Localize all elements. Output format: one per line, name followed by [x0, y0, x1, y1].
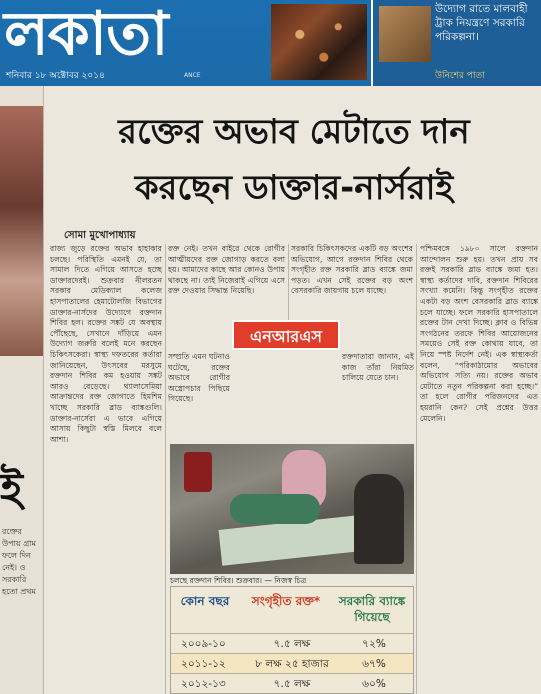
column-divider [416, 244, 417, 694]
strip-text: রক্তের উপায় গ্রাম ফলে দিন নেই। ও সরকারি হতো প্রথম [2, 527, 36, 596]
article-column-3: সরকারি চিকিৎসকদের একটি বড় অংশের অভিযোগ, আগে রক্তদান শিবির থেকে সংগৃহীত রক্ত সরকারি ব্লাড ব্যাঙ্কে জমা পড়ত। এখন সেই রক্তের বড় অংশ বেসরকারি জায়গায় চলে যাচ্ছে। [291, 244, 413, 296]
table-header [171, 587, 413, 633]
teaser-page-ref: উনিশের পাতা [435, 71, 485, 81]
lying-donor [230, 494, 320, 524]
blood-bag [184, 452, 212, 492]
article-column-2b: সম্প্রতি এমন ঘটনাও ঘটেছে, রক্তের অভাবে রোগীর অস্ত্রোপচার পিছিয়ে গিয়েছে। [168, 352, 230, 404]
table-cell-collected: ৭.৫ লক্ষ [273, 638, 311, 650]
table-cell-percent: ৬৭% [362, 658, 386, 670]
article-column-2: রক্ত নেই। তখন বাইরে থেকে রোগীর আত্মীয়দের রক্ত জোগাড় করতে বলা হয়। আমাদের কাছে আর কোনও উপায় থাকছে না। তাই নিজেরাই এগিয়ে এসে রক্ত দেওয়ার সিদ্ধান্ত নিয়েছি। [168, 244, 285, 296]
article-column-3b: রক্তদাতারা জানান, এই কাজ তাঁরা নিয়মিত চালিয়ে যেতে চান। [342, 352, 414, 383]
previous-page-strip [0, 86, 44, 694]
column-divider [288, 244, 289, 320]
table-cell-collected: ৮ লক্ষ ২৫ হাজার [255, 658, 329, 670]
table-header-collected: সংগৃহীত রক্ত* [251, 594, 321, 608]
blood-collection-table [170, 586, 414, 694]
headline-line-1: রক্তের অভাব মেটাতে দান [118, 112, 470, 152]
table-cell-year: ২০০৯-১০ [181, 638, 226, 650]
table-header-year: কোন বছর [180, 594, 230, 608]
strip-heading: ই [0, 464, 23, 515]
news-photo [170, 444, 414, 574]
masthead-title: লকাতা [4, 0, 168, 69]
table-cell-percent: ৭২% [362, 638, 386, 650]
table-cell-year: ২০১২-১৩ [181, 678, 226, 690]
table-cell-percent: ৬০% [362, 678, 386, 690]
photo-caption: চলছে রক্তদান শিবির। শুক্রবার। — নিজস্ব চিত্র [170, 576, 307, 585]
headline [50, 104, 538, 216]
attendant-figure [354, 474, 404, 564]
nrs-badge: এনআরএস [232, 320, 340, 350]
masthead-photo [271, 4, 367, 80]
table-cell-collected: ৭.৫ লক্ষ [273, 678, 311, 690]
column-divider [165, 244, 166, 694]
table-cell-year: ২০১১-১২ [181, 658, 226, 670]
byline: সোমা মুখোপাধ্যায় [64, 230, 136, 241]
article-column-1: রাজ্য জুড়ে রক্তের অভাব হাহাকার চলছে। পরিস্থিতি এমনই যে, তা সামাল দিতে এগিয়ে আসতে হচ্ছে ডাক্তারদেরই। শুক্রবার নীলরতন সরকার মেডিক্যাল কলেজ হাসপাতালের হেমাটোলজি বিভাগের ডাক্তার-নার্সদের উদ্যোগে রক্তদান শিবির হল। রক্তের সঙ্কট যে অবস্থায় পৌঁছেছে, সেখানে দাঁড়িয়ে এমন উদ্যোগ জরুরি বলেই মনে করছেন চিকিৎসকেরা। স্বাস্থ্য দফতরের কর্তারা জানিয়েছেন, উৎসবের মরসুমে রক্তদান শিবির কম হওয়ায় সঙ্কট আরও বেড়েছে। থ্যালাসেমিয়া আক্রান্তদের রক্ত জোগাতে হিমশিম খাচ্ছে সরকারি ব্লাড ব্যাঙ্কগুলি। ডাক্তার-নার্সেরা এ ভাবে এগিয়ে আসায় কিছুটা স্বস্তি মিলবে বলে আশা। [50, 244, 162, 444]
article-column-4: পশ্চিমবঙ্গে ১৯৮০ সালে রক্তদান আন্দোলন শুরু হয়। তখন প্রায় সব রক্তই সরকারি ব্লাড ব্যাঙ্কে জমা হত। স্বাস্থ্য কর্তাদের দাবি, রক্তদান শিবিরের সংখ্যা কমেনি। কিন্তু সংগৃহীত রক্তের একটা বড় অংশ বেসরকারি ব্লাড ব্যাঙ্কে চলে যাচ্ছে। ফলে সরকারি হাসপাতালে রক্তের টান দেখা দিচ্ছে। ক্লাব ও বিভিন্ন সংগঠনের তরফে শিবির আয়োজনের সময়েও সেই রক্ত কোথায় যাবে, তা নিয়ে স্পষ্ট নির্দেশ নেই। এক স্বাস্থ্যকর্তা বলেন, “পরিকাঠামোর অভাবের অভিযোগ সত্যি নয়। রক্তের অভাব মেটাতে নতুন পরিকল্পনা করা হচ্ছে।” তা হলে রোগীর পরিজনদের এত হয়রানি কেন? সেই প্রশ্নের উত্তর মেলেনি। [420, 244, 538, 423]
headline-line-2: করছেন ডাক্তার-নার্সরাই [134, 168, 454, 208]
table-row [171, 673, 413, 693]
masthead [0, 0, 541, 86]
teaser-box[interactable] [371, 0, 541, 86]
table-header-govt-bank: সরকারি ব্যাঙ্কে গিয়েছে [338, 594, 406, 624]
masthead-date: শনিবার ১৮ অক্টোবর ২০১৪ [6, 71, 105, 81]
strip-photo [0, 106, 44, 356]
teaser-thumbnail [379, 6, 431, 62]
table-row [171, 653, 413, 673]
teaser-text: উদ্যোগ রাতে মালবাহী ট্রাক নিয়ন্ত্রণে সরকারি পরিকল্পনা। [435, 3, 528, 43]
masthead-tag: ANCE [184, 72, 201, 79]
table-row [171, 633, 413, 653]
